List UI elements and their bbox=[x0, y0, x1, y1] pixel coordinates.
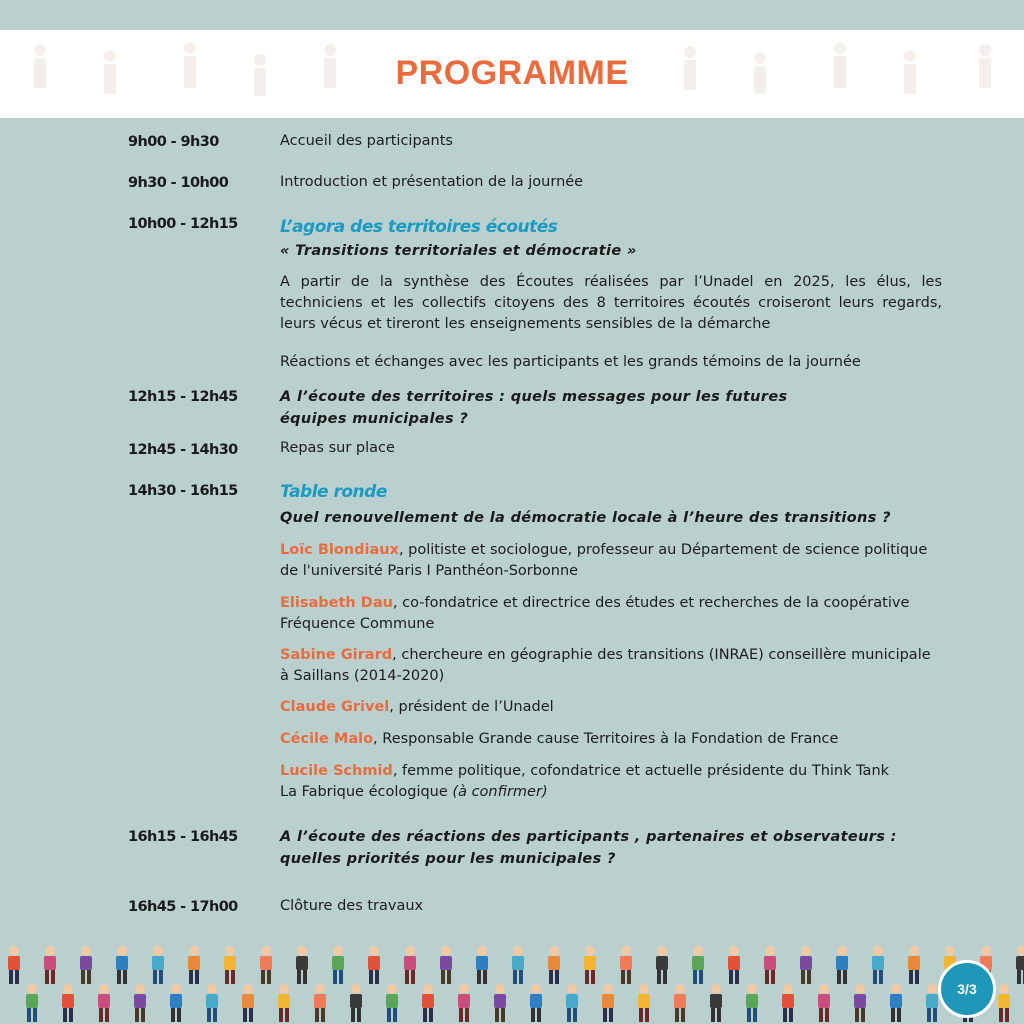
person-figure bbox=[746, 984, 758, 1022]
person-figure bbox=[818, 984, 830, 1022]
person-figure bbox=[656, 946, 668, 984]
person-figure bbox=[296, 946, 308, 984]
speaker-entry: Elisabeth Dau, co-fondatrice et directrice des études et recherches de la coopérative Fréquence Commune bbox=[280, 595, 910, 632]
time-slot: 16h45 - 17h00 bbox=[128, 899, 238, 915]
speaker-entry: Cécile Malo, Responsable Grande cause Territoires à la Fondation de France bbox=[280, 731, 839, 747]
session-heading: Table ronde bbox=[280, 482, 387, 502]
person-figure bbox=[530, 984, 542, 1022]
person-figure bbox=[260, 946, 272, 984]
person-figure bbox=[170, 984, 182, 1022]
person-figure bbox=[80, 946, 92, 984]
person-figure bbox=[404, 946, 416, 984]
person-figure bbox=[638, 984, 650, 1022]
person-figure bbox=[314, 984, 326, 1022]
speaker-name: Loïc Blondiaux bbox=[280, 542, 399, 558]
person-figure bbox=[8, 946, 20, 984]
speaker-name: Sabine Girard bbox=[280, 647, 393, 663]
time-slot: 10h00 - 12h15 bbox=[128, 216, 238, 232]
speaker-entry: Lucile Schmid, femme politique, cofondatrice et actuelle présidente du Think Tank La Fabrique écologique (à confirmer) bbox=[280, 763, 890, 800]
session-subtitle: « Transitions territoriales et démocratie » bbox=[280, 243, 637, 259]
session-title: A l’écoute des territoires : quels messages pour les futures équipes municipales ? bbox=[280, 389, 788, 427]
session-title: Introduction et présentation de la journée bbox=[280, 174, 584, 190]
time-slot: 16h15 - 16h45 bbox=[128, 829, 238, 845]
page-number-badge: 3/3 bbox=[938, 960, 996, 1018]
person-figure bbox=[98, 984, 110, 1022]
page-title: PROGRAMME bbox=[395, 54, 629, 92]
person-figure bbox=[674, 984, 686, 1022]
person-figure bbox=[386, 984, 398, 1022]
person-figure bbox=[872, 946, 884, 984]
session-title: A l’écoute des réactions des participants , partenaires et observateurs : quelles priorités pour les municipales ? bbox=[280, 829, 897, 867]
person-figure bbox=[134, 984, 146, 1022]
speaker-entry: Loïc Blondiaux, politiste et sociologue, professeur au Département de science politique de l'université Paris I Panthéon-Sorbonne bbox=[280, 542, 928, 579]
person-figure bbox=[26, 984, 38, 1022]
person-figure bbox=[854, 984, 866, 1022]
person-figure bbox=[710, 984, 722, 1022]
person-figure bbox=[350, 984, 362, 1022]
session-heading: L’agora des territoires écoutés bbox=[280, 217, 558, 237]
session-title: Accueil des participants bbox=[280, 133, 453, 149]
person-figure bbox=[188, 946, 200, 984]
person-figure bbox=[422, 984, 434, 1022]
time-slot: 14h30 - 16h15 bbox=[128, 483, 238, 499]
session-description: A partir de la synthèse des Écoutes réalisées par l’Unadel en 2025, les élus, les techniciens et les collectifs citoyens des 8 territoires écoutés croiseront leurs regards, leurs vécus et tireront les enseignements sensibles de la démarche bbox=[280, 274, 942, 332]
person-figure bbox=[764, 946, 776, 984]
time-slot: 9h00 - 9h30 bbox=[128, 134, 219, 150]
speaker-entry: Claude Grivel, président de l’Unadel bbox=[280, 699, 554, 715]
session-subtitle: Quel renouvellement de la démocratie locale à l’heure des transitions ? bbox=[280, 510, 891, 526]
speaker-name: Elisabeth Dau bbox=[280, 595, 393, 611]
crowd-illustration bbox=[0, 938, 1024, 1024]
person-figure bbox=[206, 984, 218, 1022]
person-figure bbox=[368, 946, 380, 984]
session-title: Repas sur place bbox=[280, 440, 395, 456]
person-figure bbox=[512, 946, 524, 984]
person-figure bbox=[566, 984, 578, 1022]
person-figure bbox=[926, 984, 938, 1022]
person-figure bbox=[602, 984, 614, 1022]
person-figure bbox=[800, 946, 812, 984]
person-figure bbox=[908, 946, 920, 984]
person-figure bbox=[458, 984, 470, 1022]
person-figure bbox=[890, 984, 902, 1022]
speaker-name: Lucile Schmid bbox=[280, 763, 393, 779]
person-figure bbox=[440, 946, 452, 984]
speaker-name: Cécile Malo bbox=[280, 731, 374, 747]
speaker-name: Claude Grivel bbox=[280, 699, 390, 715]
header-banner bbox=[0, 30, 1024, 118]
person-figure bbox=[332, 946, 344, 984]
time-slot: 9h30 - 10h00 bbox=[128, 175, 229, 191]
person-figure bbox=[44, 946, 56, 984]
person-figure bbox=[692, 946, 704, 984]
person-figure bbox=[152, 946, 164, 984]
time-slot: 12h45 - 14h30 bbox=[128, 442, 238, 458]
person-figure bbox=[242, 984, 254, 1022]
person-figure bbox=[584, 946, 596, 984]
person-figure bbox=[278, 984, 290, 1022]
person-figure bbox=[116, 946, 128, 984]
person-figure bbox=[728, 946, 740, 984]
person-figure bbox=[494, 984, 506, 1022]
person-figure bbox=[782, 984, 794, 1022]
person-figure bbox=[62, 984, 74, 1022]
session-note: Réactions et échanges avec les participants et les grands témoins de la journée bbox=[280, 354, 861, 370]
person-figure bbox=[836, 946, 848, 984]
speaker-entry: Sabine Girard, chercheure en géographie des transitions (INRAE) conseillère municipale à Saillans (2014-2020) bbox=[280, 647, 931, 684]
time-slot: 12h15 - 12h45 bbox=[128, 389, 238, 405]
person-figure bbox=[620, 946, 632, 984]
person-figure bbox=[998, 984, 1010, 1022]
session-title: Clôture des travaux bbox=[280, 898, 424, 914]
person-figure bbox=[224, 946, 236, 984]
person-figure bbox=[548, 946, 560, 984]
person-figure bbox=[1016, 946, 1024, 984]
person-figure bbox=[476, 946, 488, 984]
